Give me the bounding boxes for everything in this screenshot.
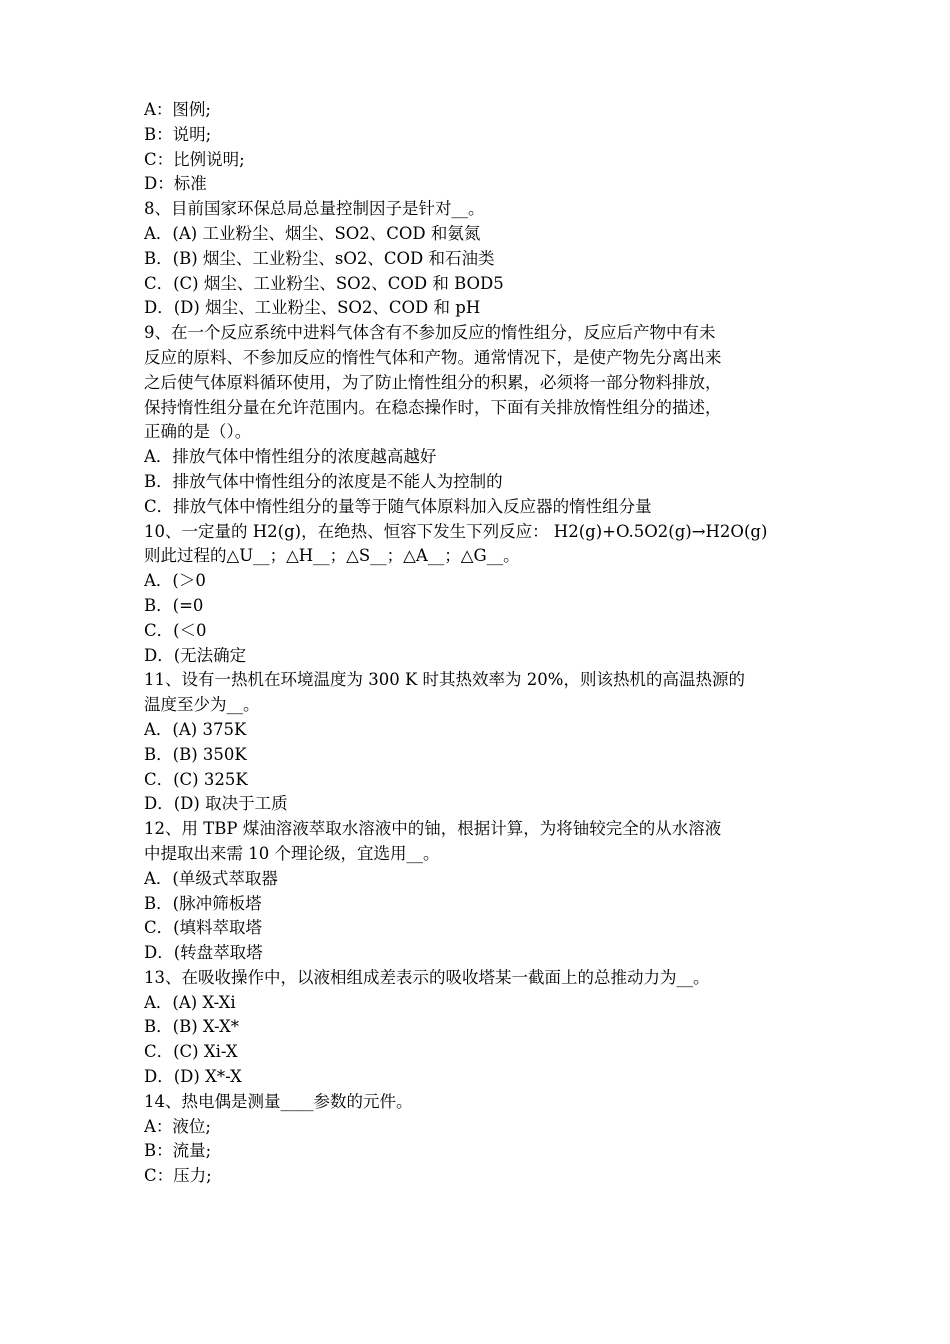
option-line: C：压力;	[144, 1166, 212, 1186]
text-line: A：图例;	[144, 100, 211, 119]
option-line: A．排放气体中惰性组分的浓度越高越好	[144, 447, 437, 467]
text-line: D：标准	[144, 174, 207, 194]
question-10-line: 10、一定量的 H2(g)，在绝热、恒容下发生下列反应： H2(g)+O.5O2(g)→H2O(g)	[144, 521, 768, 541]
option-line: A．(A) 375K	[144, 719, 247, 739]
option-line: A．(单级式萃取器	[144, 868, 278, 888]
question-9-line: 之后使气体原料循环使用，为了防止惰性组分的积累，必须将一部分物料排放，	[144, 372, 722, 392]
option-line: B：流量;	[144, 1141, 212, 1161]
option-line: B．(B) 350K	[144, 744, 247, 764]
question-12-line: 中提取出来需 10 个理论级，宜选用__。	[144, 843, 440, 863]
option-line: B．(B) 烟尘、工业粉尘、sO2、COD 和石油类	[144, 248, 495, 268]
question-9-line: 9、在一个反应系统中进料气体含有不参加反应的惰性组分，反应后产物中有未	[144, 323, 716, 343]
question-9-line: 保持惰性组分量在允许范围内。在稳态操作时，下面有关排放惰性组分的描述，	[144, 397, 722, 417]
option-line: A．(＞0	[144, 571, 206, 591]
option-line: C．(填料萃取塔	[144, 918, 263, 938]
option-line: C．(＜0	[144, 620, 207, 640]
option-line: A．(A) X-Xi	[144, 992, 236, 1012]
text-line: C：比例说明;	[144, 149, 245, 169]
option-line: D．(转盘萃取塔	[144, 943, 263, 963]
option-line: D．(D) 取决于工质	[144, 794, 288, 814]
option-line: B．(=0	[144, 595, 204, 615]
question-14: 14、热电偶是测量____参数的元件。	[144, 1091, 413, 1111]
question-11-line: 温度至少为__。	[144, 695, 260, 715]
option-line: A．(A) 工业粉尘、烟尘、SO2、COD 和氨氮	[144, 223, 481, 243]
option-line: B．排放气体中惰性组分的浓度是不能人为控制的	[144, 471, 503, 491]
question-9-line: 反应的原料、不参加反应的惰性气体和产物。通常情况下，是使产物先分离出来	[144, 347, 722, 367]
document-text	[144, 98, 812, 1189]
question-13: 13、在吸收操作中，以液相组成差表示的吸收塔某一截面上的总推动力为__。	[144, 967, 710, 987]
question-10-line: 则此过程的△U__；△H__；△S__；△A__；△G__。	[144, 546, 520, 566]
question-9-line: 正确的是（）。	[144, 422, 252, 442]
option-line: D．(D) 烟尘、工业粉尘、SO2、COD 和 pH	[144, 298, 481, 318]
option-line: B．(脉冲筛板塔	[144, 893, 262, 913]
option-line: B．(B) X-X*	[144, 1017, 240, 1037]
option-line: D．(D) X*-X	[144, 1067, 242, 1087]
question-11-line: 11、设有一热机在环境温度为 300 K 时其热效率为 20%，则该热机的高温热源的	[144, 670, 745, 690]
option-line: C．(C) Xi-X	[144, 1042, 238, 1062]
option-line: C．排放气体中惰性组分的量等于随气体原料加入反应器的惰性组分量	[144, 496, 652, 516]
option-line: C．(C) 烟尘、工业粉尘、SO2、COD 和 BOD5	[144, 273, 504, 293]
question-12-line: 12、用 TBP 煤油溶液萃取水溶液中的铀，根据计算，为将铀较完全的从水溶液	[144, 819, 722, 839]
option-line: C．(C) 325K	[144, 769, 248, 789]
option-line: D．(无法确定	[144, 645, 247, 665]
text-line: B：说明;	[144, 124, 212, 144]
question-8: 8、目前国家环保总局总量控制因子是针对__。	[144, 199, 485, 219]
option-line: A：液位;	[144, 1116, 211, 1136]
